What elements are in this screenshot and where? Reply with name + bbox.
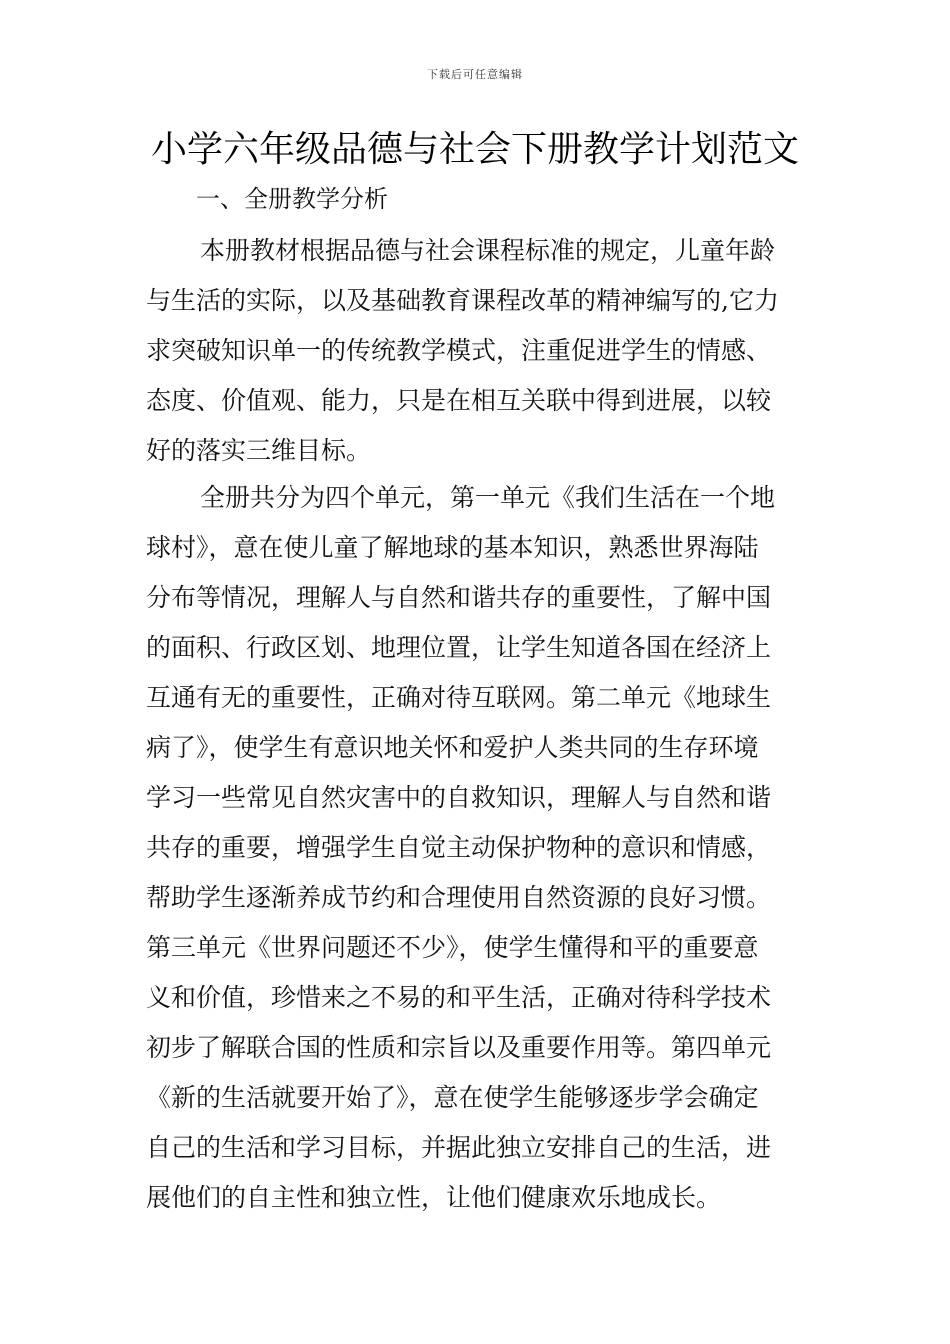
paragraph-line: 的面积、行政区划、地理位置，让学生知道各国在经济上	[146, 633, 772, 662]
paragraph-line: 帮助学生逐渐养成节约和合理使用自然资源的良好习惯。	[146, 883, 772, 912]
paragraph-line: 好的落实三维目标。	[146, 436, 372, 465]
paragraph-line: 病了》，使学生有意识地关怀和爱护人类共同的生存环境	[146, 733, 759, 762]
paragraph-line: 展他们的自主性和独立性，让他们健康欢乐地成长。	[146, 1183, 722, 1212]
paragraph-intro	[146, 226, 806, 476]
paragraph-line: 《新的生活就要开始了》，意在使学生能够逐步学会确定	[146, 1083, 759, 1112]
paragraph-line: 球村》，意在使儿童了解地球的基本知识，熟悉世界海陆	[146, 533, 759, 562]
paragraph-line: 共存的重要，增强学生自觉主动保护物种的意识和情感，	[146, 833, 772, 862]
section-heading: 一、全册教学分析	[196, 185, 388, 213]
paragraph-line: 互通有无的重要性，正确对待互联网。第二单元《地球生	[146, 683, 772, 712]
document-title: 小学六年级品德与社会下册教学计划范文	[150, 129, 799, 170]
paragraph-line: 第三单元《世界问题还不少》，使学生懂得和平的重要意	[146, 933, 759, 962]
paragraph-line: 自己的生活和学习目标，并据此独立安排自己的生活，进	[146, 1133, 772, 1162]
paragraph-line: 义和价值，珍惜来之不易的和平生活，正确对待科学技术	[146, 983, 772, 1012]
paragraph-line: 本册教材根据品德与社会课程标准的规定，儿童年龄	[200, 236, 776, 265]
header-note: 下载后可任意编辑	[427, 68, 523, 81]
paragraph-line: 初步了解联合国的性质和宗旨以及重要作用等。第四单元	[146, 1033, 772, 1062]
paragraph-line: 态度、价值观、能力，只是在相互关联中得到进展，以较	[146, 386, 772, 415]
paragraph-units	[146, 473, 806, 1223]
paragraph-line: 全册共分为四个单元，第一单元《我们生活在一个地	[200, 483, 776, 512]
paragraph-line: 求突破知识单一的传统教学模式，注重促进学生的情感、	[146, 336, 772, 365]
paragraph-line: 与生活的实际，以及基础教育课程改革的精神编写的,它力	[146, 286, 779, 315]
paragraph-line: 分布等情况，理解人与自然和谐共存的重要性，了解中国	[146, 583, 772, 612]
paragraph-line: 学习一些常见自然灾害中的自救知识，理解人与自然和谐	[146, 783, 772, 812]
